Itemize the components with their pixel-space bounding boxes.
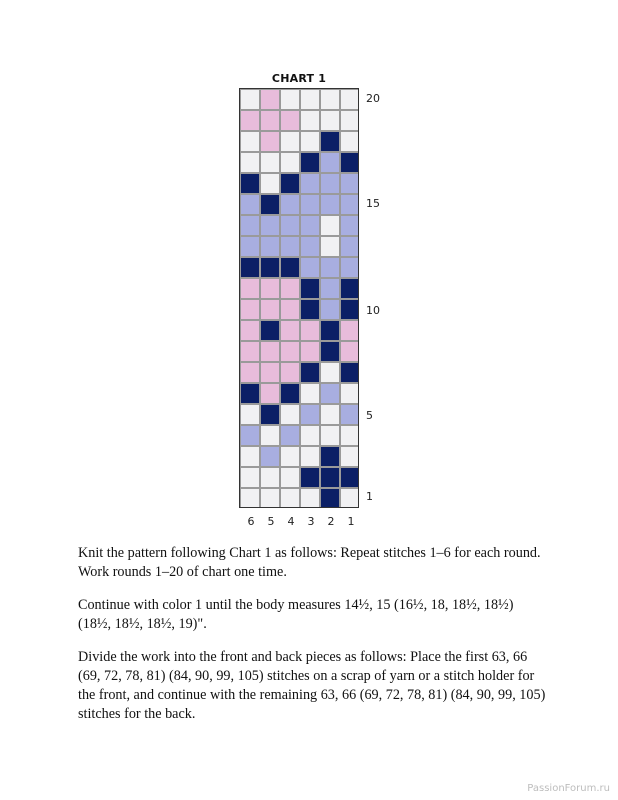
col-label-6: 6 — [247, 515, 255, 528]
chart-cell-r16-s1 — [340, 173, 359, 194]
instructions-paragraph-3: Divide the work into the front and back pieces as follows: Place the first 63, 66 (69, 72, 78, 81) (84, 90, 99, 105) stitches on a scrap of yarn or a stitch holder for the front, and continue with the remaining 63, 66 (69, 72, 78, 81) (84, 90, 99, 105) stitches for the back. — [78, 649, 546, 722]
chart-cell-r14-s5 — [260, 215, 280, 236]
chart-cell-r18-s5 — [260, 131, 280, 152]
chart-cell-r13-s2 — [320, 236, 340, 257]
chart-cell-r5-s1 — [340, 404, 359, 425]
chart-cell-r14-s4 — [280, 215, 300, 236]
chart-cell-r9-s6 — [240, 320, 260, 341]
chart-cell-r1-s2 — [320, 488, 340, 508]
chart-cell-r4-s2 — [320, 425, 340, 446]
chart-cell-r10-s1 — [340, 299, 359, 320]
chart-grid — [239, 88, 359, 508]
chart-cell-r11-s3 — [300, 278, 320, 299]
chart-cell-r15-s3 — [300, 194, 320, 215]
chart-cell-r3-s3 — [300, 446, 320, 467]
chart-cell-r20-s5 — [260, 89, 280, 110]
chart-cell-r6-s3 — [300, 383, 320, 404]
chart-cell-r16-s3 — [300, 173, 320, 194]
chart-cell-r18-s6 — [240, 131, 260, 152]
chart-cell-r16-s5 — [260, 173, 280, 194]
chart-cell-r18-s3 — [300, 131, 320, 152]
instructions-paragraph-1: Knit the pattern following Chart 1 as follows: Repeat stitches 1–6 for each round. Work rounds 1–20 of chart one time. — [78, 545, 541, 580]
chart-cell-r10-s3 — [300, 299, 320, 320]
chart-cell-r12-s6 — [240, 257, 260, 278]
col-label-2: 2 — [327, 515, 335, 528]
chart-cell-r7-s5 — [260, 362, 280, 383]
col-label-1: 1 — [347, 515, 355, 528]
chart-cell-r5-s6 — [240, 404, 260, 425]
chart-cell-r5-s3 — [300, 404, 320, 425]
chart-cell-r17-s5 — [260, 152, 280, 173]
chart-cell-r3-s1 — [340, 446, 359, 467]
chart-cell-r9-s3 — [300, 320, 320, 341]
chart-cell-r19-s4 — [280, 110, 300, 131]
chart-cell-r17-s4 — [280, 152, 300, 173]
chart-cell-r4-s1 — [340, 425, 359, 446]
chart-cell-r19-s3 — [300, 110, 320, 131]
chart-cell-r10-s2 — [320, 299, 340, 320]
chart-cell-r13-s5 — [260, 236, 280, 257]
chart-cell-r20-s4 — [280, 89, 300, 110]
chart-cell-r10-s5 — [260, 299, 280, 320]
chart-cell-r10-s6 — [240, 299, 260, 320]
chart-cell-r2-s2 — [320, 467, 340, 488]
chart-cell-r4-s4 — [280, 425, 300, 446]
chart-cell-r8-s5 — [260, 341, 280, 362]
chart-cell-r7-s2 — [320, 362, 340, 383]
chart-cell-r18-s4 — [280, 131, 300, 152]
chart-cell-r7-s6 — [240, 362, 260, 383]
chart-cell-r17-s1 — [340, 152, 359, 173]
chart-cell-r8-s2 — [320, 341, 340, 362]
chart-cell-r2-s6 — [240, 467, 260, 488]
instructions-paragraph-2: Continue with color 1 until the body measures 14½, 15 (16½, 18, 18½, 18½) (18½, 18½, 18½, 19)". — [78, 597, 514, 632]
chart-cell-r1-s4 — [280, 488, 300, 508]
chart-cell-r1-s5 — [260, 488, 280, 508]
chart-cell-r20-s1 — [340, 89, 359, 110]
chart-cell-r5-s5 — [260, 404, 280, 425]
chart-cell-r15-s4 — [280, 194, 300, 215]
chart-cell-r15-s2 — [320, 194, 340, 215]
chart-cell-r19-s2 — [320, 110, 340, 131]
chart-cell-r11-s5 — [260, 278, 280, 299]
col-label-5: 5 — [267, 515, 275, 528]
chart-cell-r16-s4 — [280, 173, 300, 194]
chart-cell-r5-s4 — [280, 404, 300, 425]
chart-cell-r20-s2 — [320, 89, 340, 110]
chart-cell-r6-s5 — [260, 383, 280, 404]
chart-cell-r7-s1 — [340, 362, 359, 383]
chart-cell-r7-s3 — [300, 362, 320, 383]
row-label-15: 15 — [366, 197, 380, 210]
chart-cell-r3-s4 — [280, 446, 300, 467]
row-label-20: 20 — [366, 92, 380, 105]
chart-cell-r1-s1 — [340, 488, 359, 508]
chart-cell-r3-s6 — [240, 446, 260, 467]
chart-cell-r15-s1 — [340, 194, 359, 215]
chart-cell-r6-s2 — [320, 383, 340, 404]
chart-cell-r12-s2 — [320, 257, 340, 278]
col-label-3: 3 — [307, 515, 315, 528]
chart-cell-r11-s4 — [280, 278, 300, 299]
chart-cell-r18-s2 — [320, 131, 340, 152]
chart-cell-r2-s5 — [260, 467, 280, 488]
chart-cell-r6-s1 — [340, 383, 359, 404]
chart-cell-r20-s6 — [240, 89, 260, 110]
chart-cell-r17-s6 — [240, 152, 260, 173]
chart-cell-r2-s3 — [300, 467, 320, 488]
row-label-5: 5 — [366, 409, 373, 422]
chart-cell-r2-s1 — [340, 467, 359, 488]
chart-cell-r2-s4 — [280, 467, 300, 488]
chart-cell-r3-s5 — [260, 446, 280, 467]
chart-cell-r13-s6 — [240, 236, 260, 257]
chart-cell-r14-s2 — [320, 215, 340, 236]
chart-cell-r18-s1 — [340, 131, 359, 152]
chart-cell-r1-s6 — [240, 488, 260, 508]
watermark: PassionForum.ru — [527, 783, 610, 794]
chart-cell-r17-s3 — [300, 152, 320, 173]
chart-cell-r6-s4 — [280, 383, 300, 404]
chart-cell-r19-s6 — [240, 110, 260, 131]
chart-cell-r9-s5 — [260, 320, 280, 341]
chart-cell-r14-s1 — [340, 215, 359, 236]
chart-cell-r15-s5 — [260, 194, 280, 215]
chart-cell-r9-s4 — [280, 320, 300, 341]
chart-cell-r13-s4 — [280, 236, 300, 257]
chart-cell-r12-s4 — [280, 257, 300, 278]
chart-cell-r10-s4 — [280, 299, 300, 320]
chart-cell-r9-s2 — [320, 320, 340, 341]
chart-cell-r8-s6 — [240, 341, 260, 362]
chart-cell-r12-s3 — [300, 257, 320, 278]
chart-cell-r14-s3 — [300, 215, 320, 236]
chart-cell-r6-s6 — [240, 383, 260, 404]
chart-cell-r8-s3 — [300, 341, 320, 362]
chart-cell-r19-s5 — [260, 110, 280, 131]
chart-cell-r12-s5 — [260, 257, 280, 278]
chart-cell-r20-s3 — [300, 89, 320, 110]
chart-cell-r13-s1 — [340, 236, 359, 257]
chart-cell-r17-s2 — [320, 152, 340, 173]
chart-cell-r4-s5 — [260, 425, 280, 446]
chart-cell-r8-s1 — [340, 341, 359, 362]
chart-cell-r8-s4 — [280, 341, 300, 362]
chart-cell-r16-s6 — [240, 173, 260, 194]
chart-cell-r1-s3 — [300, 488, 320, 508]
row-label-1: 1 — [366, 490, 373, 503]
chart-cell-r16-s2 — [320, 173, 340, 194]
chart-cell-r13-s3 — [300, 236, 320, 257]
chart-cell-r14-s6 — [240, 215, 260, 236]
chart-title: CHART 1 — [271, 72, 327, 85]
chart-cell-r12-s1 — [340, 257, 359, 278]
chart-cell-r4-s6 — [240, 425, 260, 446]
chart-cell-r11-s1 — [340, 278, 359, 299]
chart-cell-r15-s6 — [240, 194, 260, 215]
row-label-10: 10 — [366, 304, 380, 317]
chart-cell-r19-s1 — [340, 110, 359, 131]
col-label-4: 4 — [287, 515, 295, 528]
chart-cell-r9-s1 — [340, 320, 359, 341]
chart-cell-r7-s4 — [280, 362, 300, 383]
chart-cell-r4-s3 — [300, 425, 320, 446]
chart-cell-r5-s2 — [320, 404, 340, 425]
chart-cell-r11-s2 — [320, 278, 340, 299]
chart-cell-r11-s6 — [240, 278, 260, 299]
chart-cell-r3-s2 — [320, 446, 340, 467]
